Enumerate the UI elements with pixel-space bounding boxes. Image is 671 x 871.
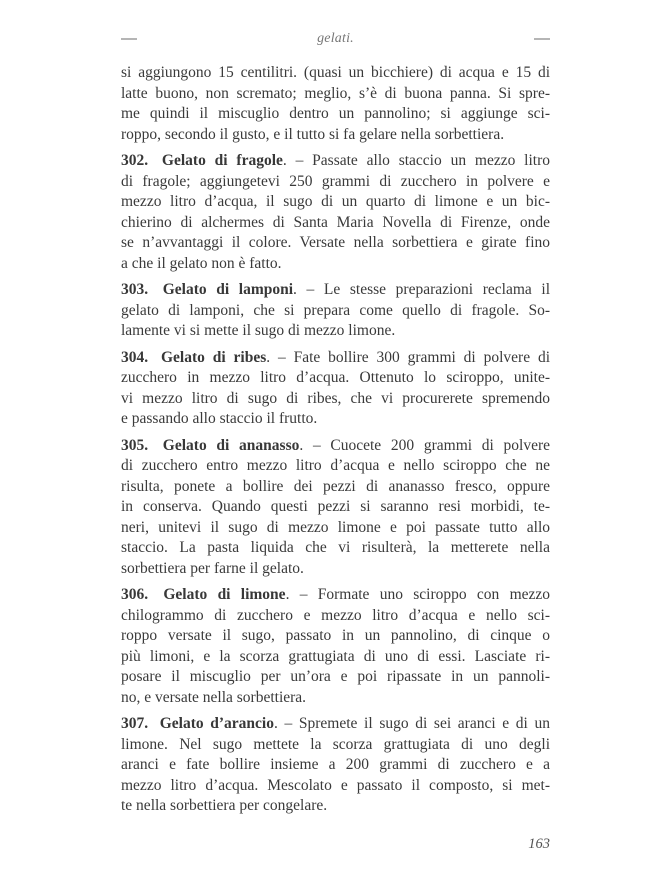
recipe-number: 304.	[121, 348, 149, 366]
recipe-paragraph	[121, 280, 550, 342]
text-line: mezzo litro d’acqua. Mescolato e passato il composto, si met-	[121, 776, 550, 794]
recipe-title: Gelato di limone	[163, 586, 286, 603]
recipe-title: Gelato d’arancio	[159, 715, 274, 732]
text-line: latte buono, non scremato; meglio, s’è di buona panna. Si spre-	[121, 84, 550, 102]
recipe-first-line-text: . – Cuocete 200 grammi di polvere	[299, 436, 551, 454]
text-line: no, e versate nella sorbettiera.	[121, 688, 307, 706]
text-line: a che il gelato non è fatto.	[121, 254, 282, 272]
text-line	[121, 151, 550, 172]
recipe-number: 305.	[121, 436, 149, 454]
recipe-paragraph	[121, 436, 550, 580]
text-line: neri, unitevi il sugo di mezzo limone e poi passate tutto allo	[121, 518, 550, 536]
text-line	[121, 436, 550, 457]
text-line	[121, 280, 550, 301]
recipe-first-line-text: . – Formate uno sciroppo con mezzo	[285, 586, 551, 603]
text-line: e passando allo staccio il frutto.	[121, 410, 318, 427]
recipe-title: Gelato di ribes	[160, 348, 267, 366]
text-line: te nella sorbettiera per congelare.	[121, 797, 328, 814]
recipe-paragraph	[121, 585, 550, 708]
text-line: se n’avvantaggi il colore. Versate nella sorbettiera e girate fino	[121, 234, 550, 251]
recipe-title: Gelato di ananasso	[162, 436, 300, 454]
text-line: zucchero in mezzo litro d’acqua. Ottenuto lo sciroppo, unite-	[121, 369, 550, 386]
recipe-paragraph	[121, 348, 550, 430]
text-line: roppo, secondo il gusto, e il tutto si fa gelare nella sorbettiera.	[121, 125, 505, 143]
recipe-number: 307.	[121, 715, 149, 732]
text-line: mezzo litro d’acqua, il sugo di un quarto di limone e un bic-	[121, 193, 550, 210]
header-rule-right	[534, 38, 550, 40]
text-line: aranci e fate bollire insieme a 200 grammi di zucchero e a	[121, 756, 550, 773]
text-line	[121, 714, 550, 735]
recipe-number: 303.	[121, 281, 149, 298]
recipe-paragraph	[121, 714, 550, 817]
text-line: gelato di lamponi, che si prepara come quello di fragole. So-	[121, 301, 550, 319]
recipe-first-line-text: . – Le stesse preparazioni reclama il	[293, 281, 550, 298]
recipes-text-block	[121, 63, 550, 823]
text-line: posare il miscuglio per un’ora e poi ripassate in un pannoli-	[121, 668, 550, 685]
continuation-paragraph	[121, 63, 550, 145]
recipe-first-line-text: . – Spremete il sugo di sei aranci e di un	[273, 715, 550, 732]
text-line: vi mezzo litro di sugo di ribes, che vi procurerete spremendo	[121, 389, 550, 407]
page-number: 163	[528, 836, 550, 852]
text-line: più limoni, e la scorza grattugiata di uno di essi. Lasciate ri-	[121, 647, 550, 665]
running-header	[121, 31, 550, 47]
text-line: chierino di alchermes di Santa Maria Novella di Firenze, onde	[121, 213, 550, 231]
text-line: lamente vi si mette il sugo di mezzo limone.	[121, 322, 396, 339]
recipe-title: Gelato di lamponi	[162, 281, 294, 298]
recipe-first-line-text: . – Passate allo staccio un mezzo litro	[282, 152, 551, 169]
text-line: chilogrammo di zucchero e mezzo litro d’acqua e nello sci-	[121, 606, 550, 624]
text-line	[121, 348, 550, 369]
text-line: limone. Nel sugo mettete la scorza grattugiata di uno degli	[121, 735, 550, 753]
text-line: roppo versate il sugo, passato in un pannolino, di cinque o	[121, 627, 550, 644]
text-line: di fragole; aggiungetevi 250 grammi di zucchero in polvere e	[121, 172, 550, 190]
text-line: di zucchero entro mezzo litro d’acqua e nello sciroppo che ne	[121, 457, 550, 474]
recipe-number: 306.	[121, 586, 149, 603]
recipe-paragraph	[121, 151, 550, 274]
header-rule-left	[121, 38, 137, 40]
recipe-first-line-text: . – Fate bollire 300 grammi di polvere di	[266, 348, 551, 366]
running-header-title: gelati.	[317, 31, 354, 46]
text-line: risulta, ponete a bollire dei pezzi di ananasso fresco, oppure	[121, 477, 550, 495]
text-line: staccio. La pasta liquida che vi risulterà, la metterete nella	[121, 539, 550, 556]
text-line: sorbettiera per farne il gelato.	[121, 559, 304, 577]
text-line	[121, 585, 550, 606]
recipe-number: 302.	[121, 152, 149, 169]
text-line: in conserva. Quando questi pezzi si saranno resi morbidi, te-	[121, 498, 550, 515]
recipe-title: Gelato di fragole	[161, 152, 283, 169]
text-line: me quindi il miscuglio dentro un pannolino; si aggiunge sci-	[121, 105, 550, 122]
text-line: si aggiungono 15 centilitri. (quasi un bicchiere) di acqua e 15 di	[121, 64, 550, 81]
